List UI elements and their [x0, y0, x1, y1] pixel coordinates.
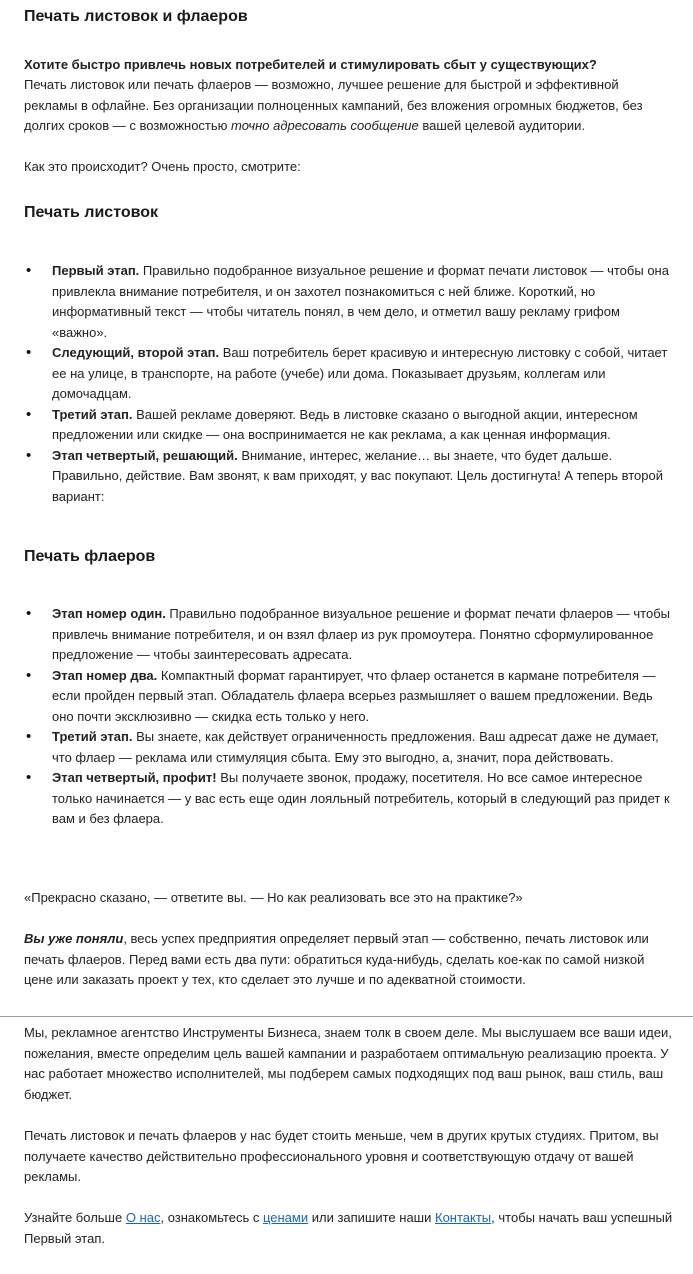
item-title: Этап четвертый, профит! [52, 770, 217, 785]
intro-paragraph [24, 75, 674, 137]
page-title: Печать листовок и флаеров [24, 8, 248, 25]
item-title: Следующий, второй этап. [52, 345, 220, 360]
intro-text-b: вашей целевой аудитории. [418, 118, 586, 133]
item-title: Этап номер один. [52, 606, 166, 621]
list-item [24, 727, 674, 768]
list-item [24, 343, 674, 405]
about-link[interactable]: О нас [125, 1210, 161, 1225]
success-text: , весь успех предприятия определяет первый этап — собственно, печать листовок или печать флаеров. Перед вами есть два пути: обратиться куда-нибудь, сделать кое-как по самой низкой цене или заказать проект у тех, кто сделает это лучше и по адекватной стоимости. [24, 931, 649, 987]
item-text: Правильно подобранное визуальное решение и формат печати листовок — чтобы она привлекла внимание потребителя, и он захотел познакомиться с ней ближе. Короткий, но информативный текст — чтобы читатель понял, в чем дело, и отметил вашу рекламу грифом «важно». [52, 263, 669, 340]
item-text: Внимание, интерес, желание… вы знаете, что будет дальше. Правильно, действие. Вам звонят, к вам приходят, у вас покупают. Цель достигнута! А теперь второй вариант: [52, 447, 663, 504]
item-text: Правильно подобранное визуальное решение и формат печати флаеров — чтобы привлечь внимание потребителя, и он взял флаер из рук промоутера. Понятно сформулированное предложение — чтобы заинтересовать адресата. [52, 606, 670, 662]
flyers-list [24, 604, 674, 830]
leaflets-heading: Печать листовок [24, 204, 159, 221]
prices-link[interactable]: ценами [262, 1210, 309, 1225]
intro-text-a: Печать листовок или печать флаеров — возможно, лучшее решение для быстрой и эффективной рекламы в офлайне. Без организации полноценных кампаний, без вложения огромных бюджетов, без долгих сроков — с возможностью [24, 77, 643, 133]
leaflets-list [24, 261, 674, 507]
success-emphasis: Вы уже поняли [24, 931, 124, 946]
list-item [24, 261, 674, 343]
quote-paragraph: «Прекрасно сказано, — ответите вы. — Но как реализовать все это на практике?» [24, 890, 523, 905]
cta-text-a: Узнайте больше [24, 1210, 126, 1225]
item-text: Вы знаете, как действует ограниченность предложения. Ваш адресат даже не думает, что флаер — реклама или стимуляция сбыта. Ему это выгодно, а, значит, пора действовать. [52, 729, 659, 765]
flyers-heading: Печать флаеров [24, 548, 156, 565]
item-text: Ваш потребитель берет красивую и интересную листовку с собой, читает ее на улице, в транспорте, на работе (учебе) или дома. Показывает друзьям, коллегам или домочадцам. [52, 345, 668, 401]
list-item [24, 768, 674, 830]
item-title: Этап четвертый, решающий. [52, 447, 238, 463]
item-title: Этап номер два. [52, 667, 158, 683]
cta-text-b: , ознакомьтесь с [160, 1210, 263, 1225]
contacts-link[interactable]: Контакты [435, 1210, 492, 1225]
agency-paragraph: Мы, рекламное агентство Инструменты Бизнеса, знаем толк в своем деле. Мы выслушаем все ваши идеи, пожелания, вместе определим цель вашей кампании и разработаем оптимальную реализацию проекта. У нас работает множество исполнителей, мы подберем самых подходящих под ваш рынок, ваш стиль, ваш бюджет. [24, 1025, 672, 1102]
intro-question: Хотите быстро привлечь новых потребителей и стимулировать сбыт у существующих? [24, 57, 597, 72]
item-title: Третий этап. [52, 406, 133, 422]
success-paragraph [24, 929, 674, 991]
list-item [24, 446, 674, 508]
item-title: Первый этап. [52, 263, 140, 278]
list-item [24, 666, 674, 728]
section-divider [0, 1016, 693, 1017]
list-item [24, 405, 674, 446]
list-item [24, 604, 674, 666]
cta-text-d: , чтобы начать ваш успешный Первый этап. [24, 1210, 673, 1246]
intro-how: Как это происходит? Очень просто, смотрите: [24, 159, 301, 174]
item-text: Компактный формат гарантирует, что флаер останется в кармане потребителя — если пройден первый этап. Обладатель флаера всерьез размышляет о вашем предложении. Ведь оно почти эксклюзивно — скидка есть только у него. [52, 667, 656, 724]
item-text: Вашей рекламе доверяют. Ведь в листовке сказано о выгодной акции, интересном предложении или скидке — она воспринимается не как реклама, а как ценная информация. [52, 406, 638, 442]
intro-emphasis: точно адресовать сообщение [231, 118, 419, 133]
cta-text-c: или запишите наши [308, 1210, 435, 1225]
item-text: Вы получаете звонок, продажу, посетителя. Но все самое интересное только начинается — у вас есть еще один лояльный потребитель, который в следующий раз придет к вам и без флаера. [52, 770, 670, 826]
item-title: Третий этап. [52, 729, 133, 744]
cta-paragraph [24, 1208, 674, 1249]
pricing-paragraph: Печать листовок и печать флаеров у нас будет стоить меньше, чем в других крутых студиях. Притом, вы получаете качество действительно профессионального уровня и соответствующую отдачу от вашей рекламы. [24, 1128, 659, 1184]
